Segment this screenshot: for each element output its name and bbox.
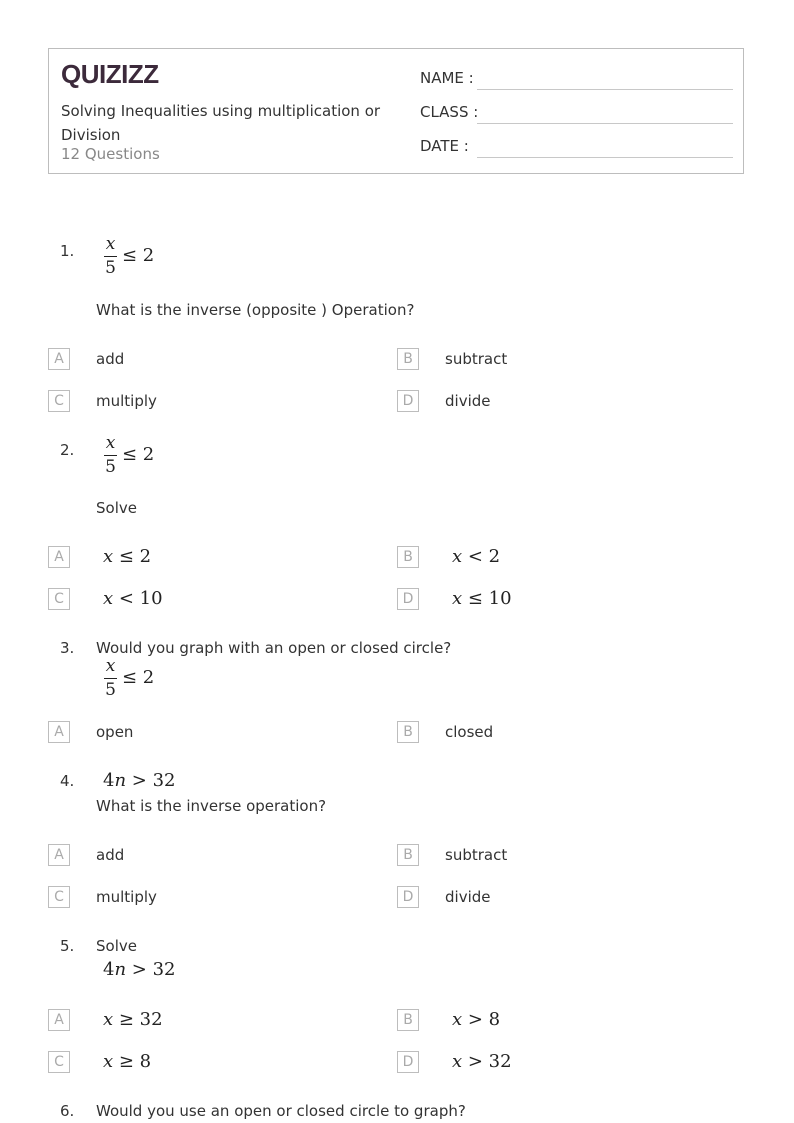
option-text[interactable]: divide <box>445 888 491 906</box>
class-field[interactable] <box>477 123 733 124</box>
option-math[interactable] <box>103 546 151 567</box>
fraction-bar <box>104 455 117 456</box>
class-label: CLASS : <box>420 103 479 121</box>
option-box[interactable]: C <box>48 390 70 412</box>
question-number: 5. <box>60 937 75 955</box>
math-variable: n <box>114 770 127 791</box>
math-variable: x <box>103 1009 114 1030</box>
option-math[interactable] <box>103 1051 151 1072</box>
math-coefficient: 4 <box>103 959 115 980</box>
math-relation: ≤ 10 <box>462 588 512 609</box>
option-text[interactable]: add <box>96 350 125 368</box>
question-math <box>104 433 194 481</box>
question-text: Solve <box>96 937 137 955</box>
option-box[interactable]: A <box>48 721 70 743</box>
question-text: Would you graph with an open or closed circle? <box>96 639 452 657</box>
option-math[interactable] <box>103 588 163 609</box>
quizizz-logo: QUIZIZZ <box>61 59 159 89</box>
option-box[interactable]: B <box>397 1009 419 1031</box>
option-box[interactable]: D <box>397 588 419 610</box>
question-math <box>104 656 194 704</box>
option-box[interactable]: A <box>48 546 70 568</box>
worksheet-header <box>48 48 744 174</box>
math-relation: ≤ 2 <box>113 546 152 567</box>
question-count: 12 Questions <box>61 145 160 163</box>
math-relation: < 10 <box>113 588 163 609</box>
question-math <box>104 234 194 282</box>
fraction-bar <box>104 678 117 679</box>
option-box[interactable]: A <box>48 348 70 370</box>
date-field[interactable] <box>477 157 733 158</box>
math-denominator: 5 <box>105 258 116 278</box>
name-label: NAME : <box>420 69 474 87</box>
math-numerator: x <box>105 234 116 254</box>
option-text[interactable]: subtract <box>445 846 508 864</box>
worksheet-title: Solving Inequalities using multiplication or Division <box>61 102 381 144</box>
option-box[interactable]: B <box>397 721 419 743</box>
math-denominator: 5 <box>105 457 116 477</box>
question-number: 4. <box>60 772 75 790</box>
math-variable: x <box>452 1009 463 1030</box>
question-text: What is the inverse operation? <box>96 797 327 815</box>
option-math[interactable] <box>452 1009 500 1030</box>
option-box[interactable]: A <box>48 1009 70 1031</box>
math-variable: x <box>103 588 114 609</box>
question-text: Would you use an open or closed circle to graph? <box>96 1102 466 1120</box>
name-field[interactable] <box>477 89 733 90</box>
question-text: Solve <box>96 499 137 517</box>
date-label: DATE : <box>420 137 469 155</box>
option-box[interactable]: D <box>397 886 419 908</box>
math-variable: x <box>452 546 463 567</box>
option-text[interactable]: divide <box>445 392 491 410</box>
math-relation: ≤ 2 <box>122 245 155 266</box>
question-number: 3. <box>60 639 75 657</box>
option-box[interactable]: D <box>397 390 419 412</box>
option-math[interactable] <box>452 588 512 609</box>
option-box[interactable]: B <box>397 844 419 866</box>
question-number: 2. <box>60 441 75 459</box>
math-numerator: x <box>105 656 116 676</box>
math-numerator: x <box>105 433 116 453</box>
option-box[interactable]: B <box>397 546 419 568</box>
math-coefficient: 4 <box>103 770 115 791</box>
question-number: 6. <box>60 1102 75 1120</box>
option-text[interactable]: subtract <box>445 350 508 368</box>
option-text[interactable]: open <box>96 723 134 741</box>
option-box[interactable]: C <box>48 588 70 610</box>
option-text[interactable]: multiply <box>96 888 157 906</box>
option-math[interactable] <box>452 1051 512 1072</box>
question-math <box>103 959 175 980</box>
option-box[interactable]: C <box>48 886 70 908</box>
math-relation: > 32 <box>126 770 176 791</box>
fraction-bar <box>104 256 117 257</box>
math-relation: ≥ 32 <box>113 1009 163 1030</box>
math-relation: ≥ 8 <box>113 1051 152 1072</box>
math-relation: > 8 <box>462 1009 501 1030</box>
math-relation: ≤ 2 <box>122 667 155 688</box>
question-text: What is the inverse (opposite ) Operation? <box>96 301 415 319</box>
question-number: 1. <box>60 242 75 260</box>
math-relation: > 32 <box>126 959 176 980</box>
math-variable: x <box>452 588 463 609</box>
math-relation: ≤ 2 <box>122 444 155 465</box>
math-variable: x <box>103 546 114 567</box>
math-variable: x <box>452 1051 463 1072</box>
option-box[interactable]: A <box>48 844 70 866</box>
option-math[interactable] <box>452 546 500 567</box>
option-math[interactable] <box>103 1009 163 1030</box>
question-math <box>103 770 175 791</box>
option-box[interactable]: B <box>397 348 419 370</box>
math-variable: x <box>103 1051 114 1072</box>
option-box[interactable]: C <box>48 1051 70 1073</box>
option-text[interactable]: add <box>96 846 125 864</box>
option-box[interactable]: D <box>397 1051 419 1073</box>
math-relation: > 32 <box>462 1051 512 1072</box>
option-text[interactable]: closed <box>445 723 494 741</box>
math-variable: n <box>114 959 127 980</box>
math-relation: < 2 <box>462 546 501 567</box>
math-denominator: 5 <box>105 680 116 700</box>
option-text[interactable]: multiply <box>96 392 157 410</box>
